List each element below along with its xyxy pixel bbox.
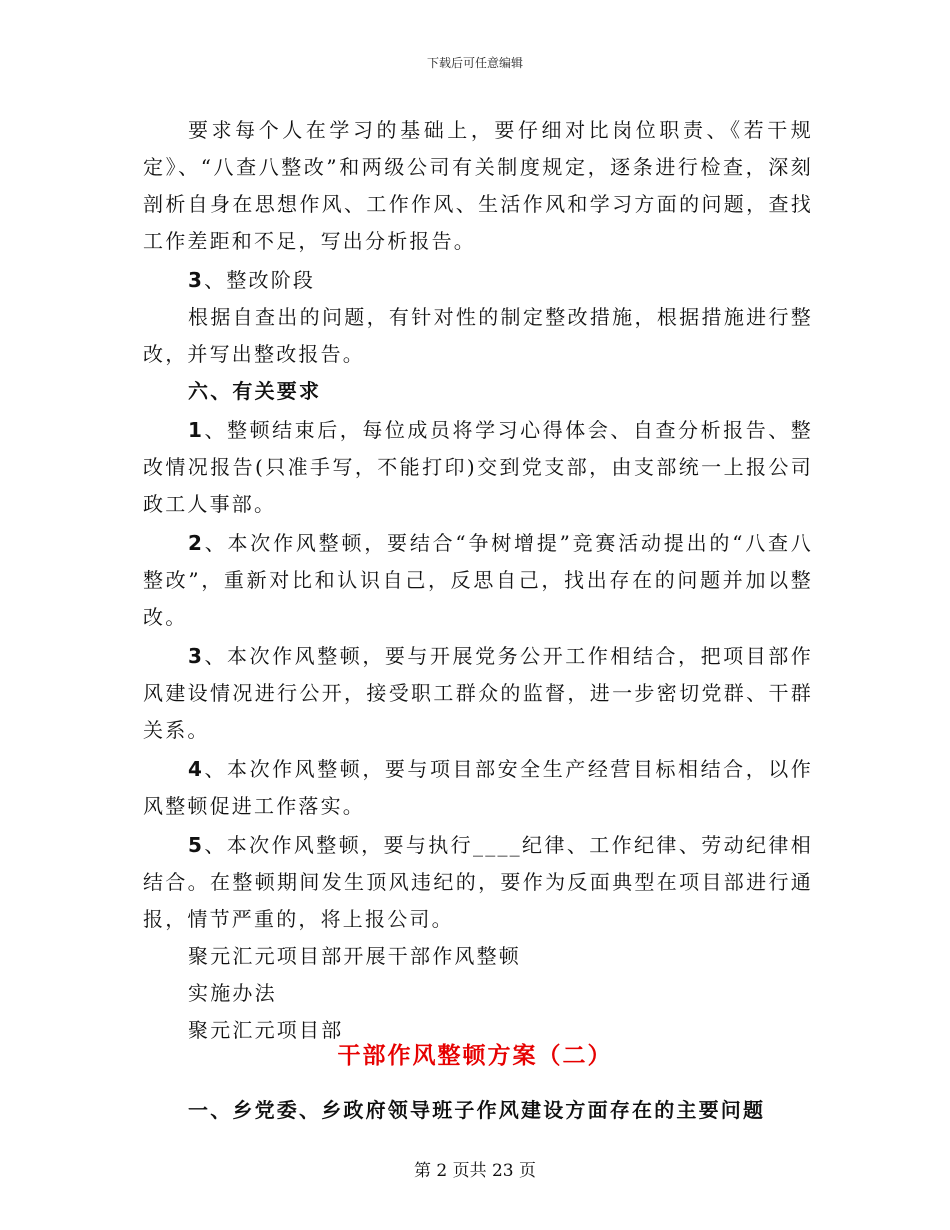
section-1-heading: 一、乡党委、乡政府领导班子作风建设方面存在的主要问题 xyxy=(188,1098,766,1122)
paragraph-rectification: 根据自查出的问题，有针对性的制定整改措施，根据措施进行整改，并写出整改报告。 xyxy=(143,305,813,366)
requirement-item-5 xyxy=(143,827,813,938)
stage-3-number: 3 xyxy=(188,268,205,292)
item-number: 4 xyxy=(188,757,205,781)
document-body xyxy=(143,112,813,1049)
signature-line-3: 聚元汇元项目部 xyxy=(188,1018,344,1042)
stage-3-text: 、整改阶段 xyxy=(204,268,316,292)
requirement-item-1 xyxy=(143,412,813,523)
item-number: 3 xyxy=(188,644,205,668)
item-number: 2 xyxy=(188,531,205,555)
header-note: 下载后可任意编辑 xyxy=(426,56,523,70)
item-number: 5 xyxy=(188,833,205,857)
signature-line-1: 聚元汇元项目部开展干部作风整顿 xyxy=(188,944,521,968)
item-text: 、整顿结束后，每位成员将学习心得体会、自查分析报告、整改情况报告(只准手写，不能打印)交到党支部，由支部统一上报公司政工人事部。 xyxy=(143,418,813,516)
item-text: 、本次作风整顿，要与项目部安全生产经营目标相结合，以作风整顿促进工作落实。 xyxy=(143,757,813,818)
item-text: 、本次作风整顿，要结合“争树增提”竞赛活动提出的“八查八整改”，重新对比和认识自己，反思自己，找出存在的问题并加以整改。 xyxy=(143,531,813,629)
item-text: 、本次作风整顿，要与开展党务公开工作相结合，把项目部作风建设情况进行公开，接受职工群众的监督，进一步密切党群、干群关系。 xyxy=(143,644,813,742)
section-6-heading: 六、有关要求 xyxy=(188,379,322,403)
document-title: 干部作风整顿方案（二） xyxy=(337,1042,613,1069)
item-text: 、本次作风整顿，要与执行____纪律、工作纪律、劳动纪律相结合。在整顿期间发生顶风违纪的，要作为反面典型在项目部进行通报，情节严重的，将上报公司。 xyxy=(143,833,813,931)
paragraph-self-check: 要求每个人在学习的基础上，要仔细对比岗位职责、《若干规定》、“八查八整改”和两级公司有关制度规定，逐条进行检查，深刻剖析自身在思想作风、工作作风、生活作风和学习方面的问题，查找工作差距和不足，写出分析报告。 xyxy=(143,118,813,253)
stage-3-heading xyxy=(143,262,813,299)
requirement-item-2 xyxy=(143,525,813,636)
requirement-item-3 xyxy=(143,638,813,749)
page-number: 第 2 页共 23 页 xyxy=(413,1161,537,1181)
signature-line-2: 实施办法 xyxy=(188,981,277,1005)
requirement-item-4 xyxy=(143,751,813,825)
item-number: 1 xyxy=(188,418,205,442)
